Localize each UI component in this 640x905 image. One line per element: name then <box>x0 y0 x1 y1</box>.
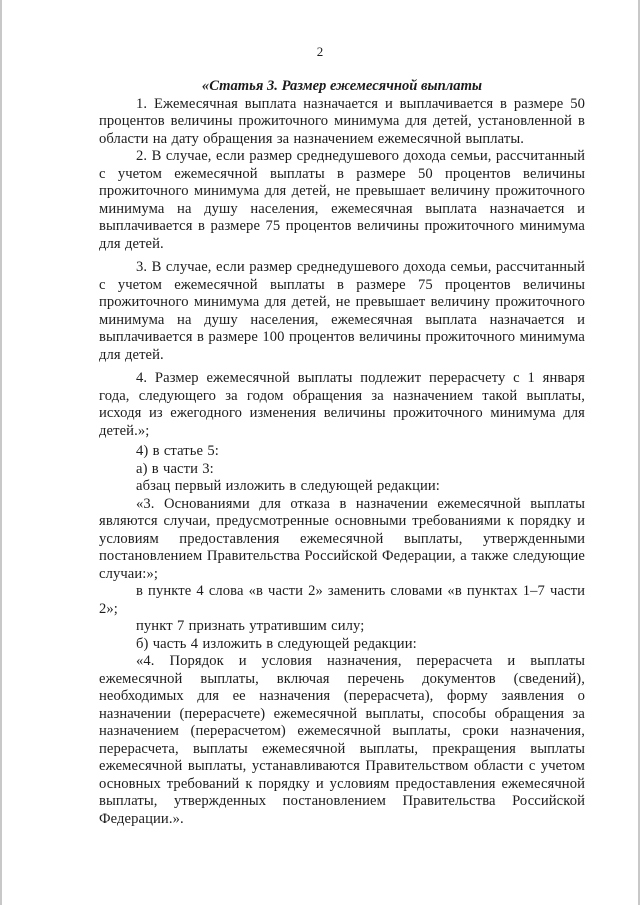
paragraph-7: абзац первый изложить в следующей редакции: <box>136 478 440 494</box>
paragraph-11: б) часть 4 изложить в следующей редакции: <box>136 635 417 652</box>
paragraph-4: 4. Размер ежемесячной выплаты подлежит перерасчету с 1 января года, следующего за годом обращения за назначением такой выплаты, исходя из ежегодного изменения величины прожиточного минимума для детей.»; <box>99 370 585 439</box>
paragraph-10: пункт 7 признать утратившим силу; <box>136 618 365 634</box>
paragraph-9: в пункте 4 слова «в части 2» заменить словами «в пунктах 1–7 части 2»; <box>99 583 585 617</box>
article-heading: «Статья 3. Размер ежемесячной выплаты <box>201 78 483 94</box>
paragraph-8: «3. Основаниями для отказа в назначении ежемесячной выплаты являются случаи, предусмотренные основными требованиями к порядку и условиям предоставления ежемесячной выплаты, утвержденными постановлением Правительства Российской Федерации, а также следующие случаи:»; <box>99 495 585 582</box>
paragraph-5: 4) в статье 5: <box>136 443 219 459</box>
scan-edge-left <box>0 0 2 905</box>
paragraph-12: «4. Порядок и условия назначения, перерасчета и выплаты ежемесячной выплаты, включая перечень документов (сведений), необходимых для ее назначения (перерасчета), форму заявления о назначении (перерасчете) ежемесячной выплаты, способы обращения за назначением (перерасчетом) ежемесячной выплаты, сроки назначения, перерасчета, выплаты ежемесячной выплаты, прекращения выплаты ежемесячной выплаты, устанавливаются Правительством области с учетом основных требований к порядку и условиям предоставления ежемесячной выплаты, утвержденных постановлением Правительства Российской Федерации.». <box>99 653 585 827</box>
page-number: 2 <box>316 44 324 59</box>
document-body <box>99 78 585 828</box>
paragraph-6: а) в части 3: <box>136 460 214 477</box>
paragraph-1: 1. Ежемесячная выплата назначается и выплачивается в размере 50 процентов величины прожиточного минимума для детей, установленной в области на дату обращения за назначением ежемесячной выплаты. <box>99 95 585 147</box>
paragraph-3: 3. В случае, если размер среднедушевого дохода семьи, рассчитанный с учетом ежемесячной выплаты в размере 75 процентов величины прожиточного минимума для детей, не превышает величину прожиточного минимума на душу населения, ежемесячная выплата назначается и выплачивается в размере 100 процентов величины прожиточного минимума для детей. <box>99 259 585 363</box>
paragraph-2: 2. В случае, если размер среднедушевого дохода семьи, рассчитанный с учетом ежемесячной выплаты в размере 50 процентов величины прожиточного минимума для детей, не превышает величину прожиточного минимума на душу населения, ежемесячная выплата назначается и выплачивается в размере 75 процентов величины прожиточного минимума для детей. <box>99 148 585 252</box>
